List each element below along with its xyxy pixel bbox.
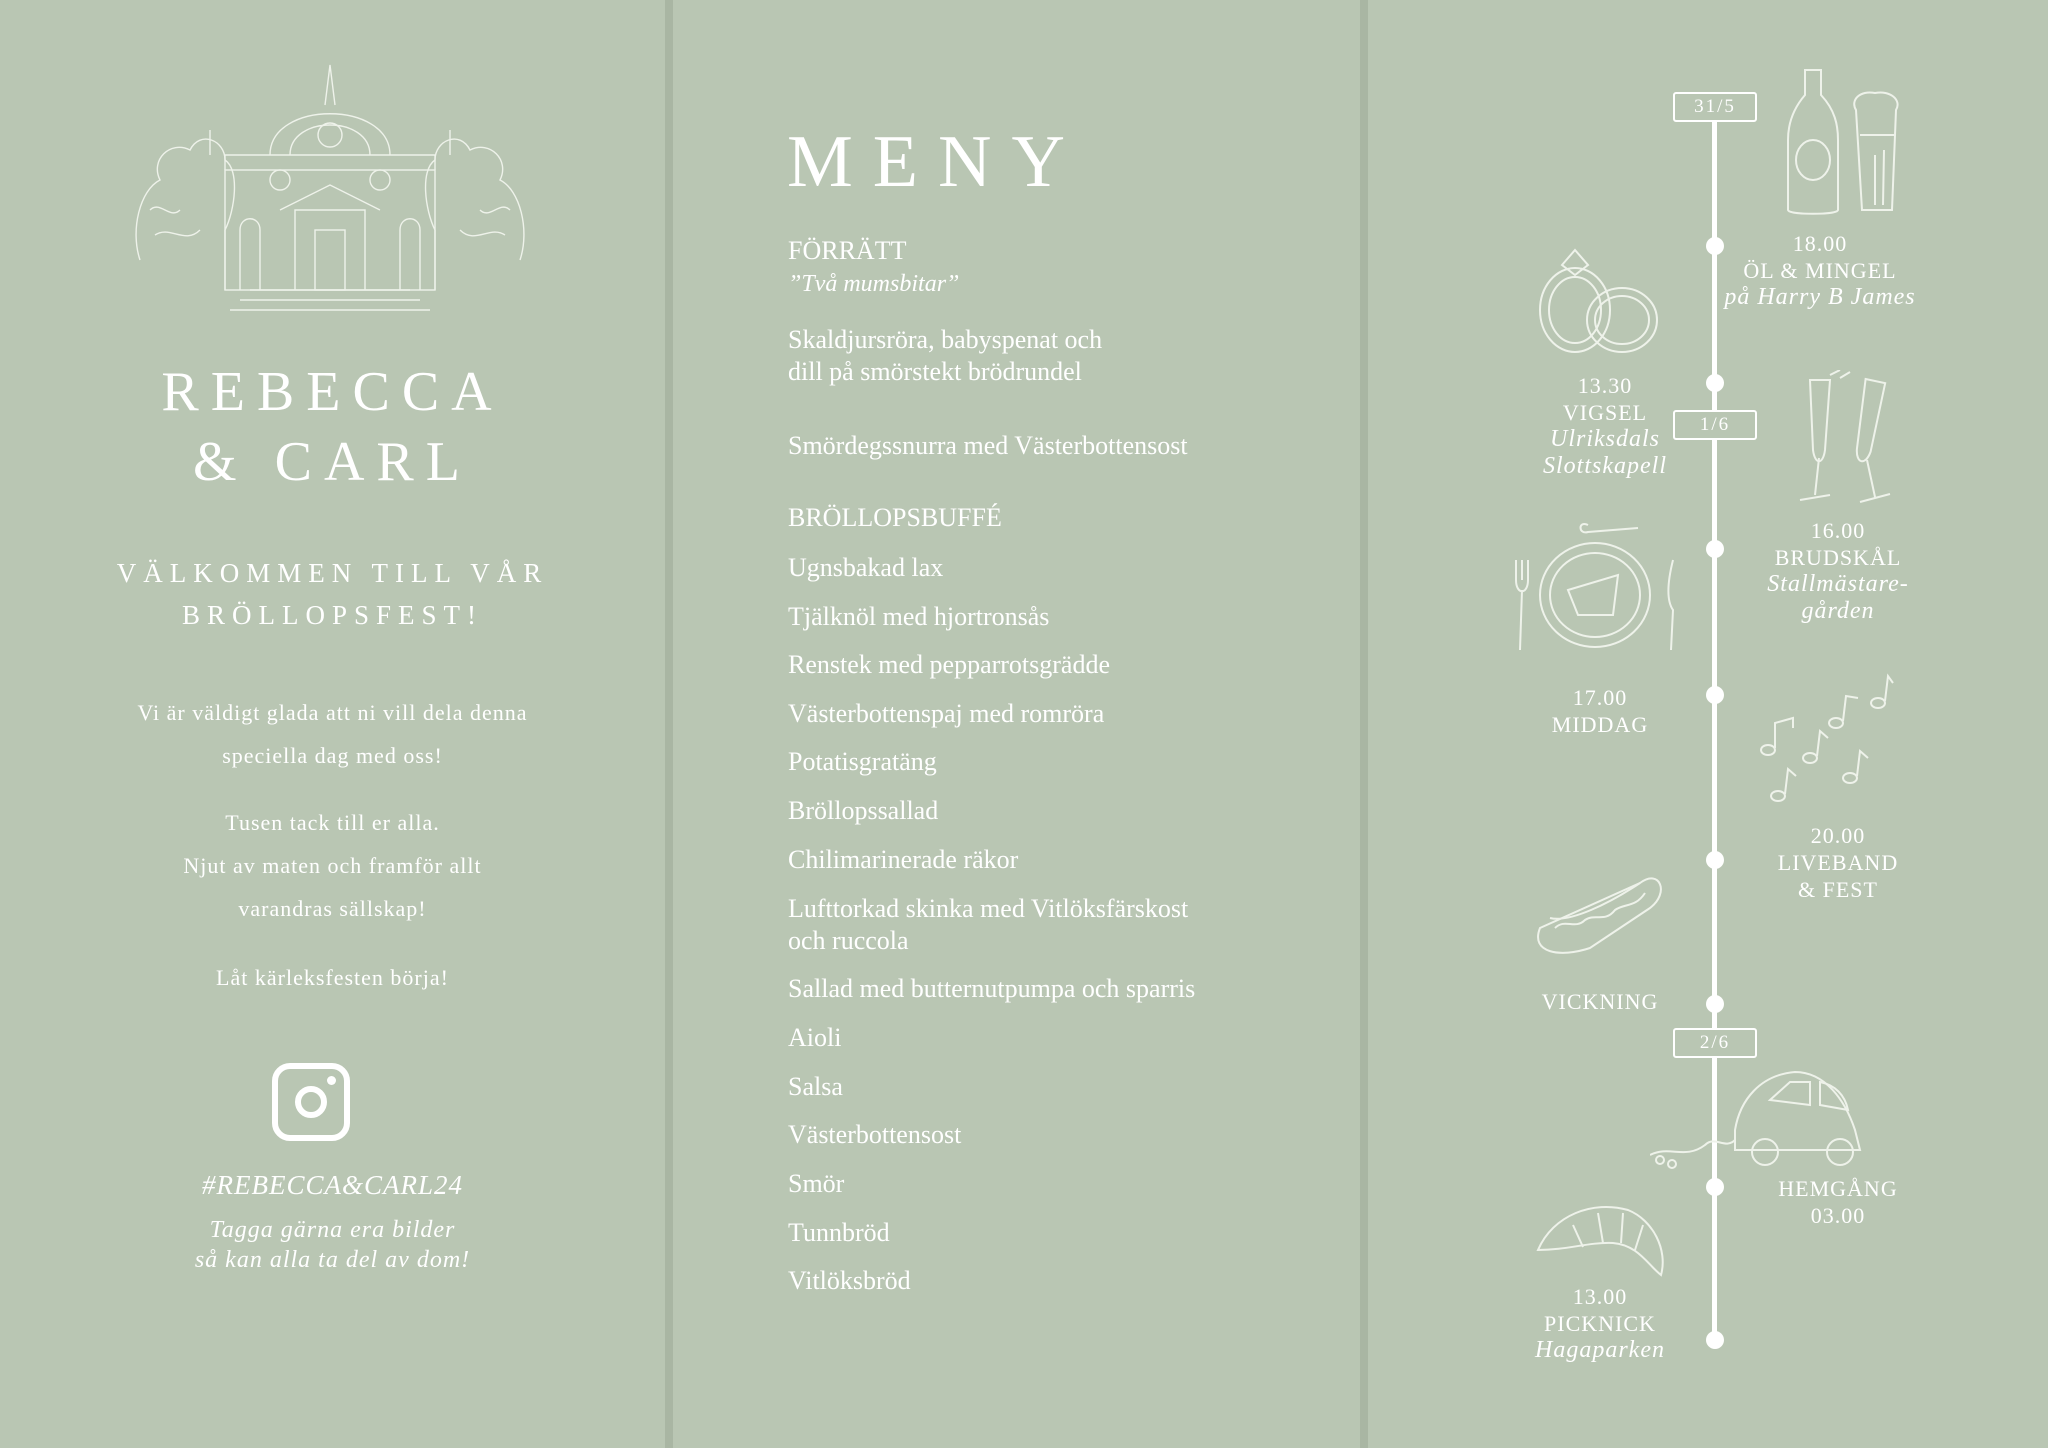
menu-item: Tunnbröd	[788, 1218, 890, 1247]
event-place: Stallmästare-	[1767, 571, 1909, 597]
event-time: 18.00	[1792, 231, 1848, 256]
croissant-icon	[1533, 1195, 1668, 1280]
timeline-dot	[1706, 540, 1724, 558]
menu-item: Chilimarinerade räkor	[788, 845, 1019, 874]
date-label: 31/5	[1673, 92, 1757, 122]
timeline-dot	[1706, 686, 1724, 704]
timeline-event	[1728, 822, 1948, 903]
thanks-text: Njut av maten och framför allt	[183, 853, 482, 878]
event-title: VICKNING	[1541, 989, 1659, 1014]
timeline-dot	[1706, 995, 1724, 1013]
timeline-event	[1500, 372, 1710, 480]
menu-item: Bröllopssallad	[788, 796, 939, 825]
car-icon	[1650, 1060, 1870, 1170]
starter-subtitle: ”Två mumsbitar”	[788, 271, 960, 297]
event-place: Slottskapell	[1543, 453, 1667, 479]
welcome-line2: BRÖLLOPSFEST!	[181, 600, 484, 630]
event-place: Ulriksdals	[1549, 426, 1660, 452]
event-title: PICKNICK	[1544, 1311, 1656, 1336]
event-title: BRUDSKÅL	[1774, 545, 1902, 570]
event-title: LIVEBAND	[1777, 850, 1899, 875]
couple-names-line2: & CARL	[193, 431, 472, 493]
menu-item: och ruccola	[788, 926, 909, 955]
hashtag: #REBECCA&CARL24	[202, 1170, 463, 1200]
menu-item: Skaldjursröra, babyspenat och	[788, 325, 1103, 354]
timeline-dot	[1706, 1331, 1724, 1349]
menu-item: Vitlöksbröd	[788, 1266, 911, 1295]
champagne-icon	[1775, 370, 1915, 510]
event-title: ÖL & MINGEL	[1743, 258, 1897, 283]
event-time: 17.00	[1572, 685, 1628, 710]
event-time: 16.00	[1810, 518, 1866, 543]
buffet-heading: BRÖLLOPSBUFFÉ	[788, 503, 1002, 532]
menu-item: Smör	[788, 1169, 845, 1198]
castle-illustration	[130, 60, 530, 330]
timeline-event	[1728, 1175, 1948, 1229]
menu-item: Salsa	[788, 1072, 843, 1101]
event-title: & FEST	[1798, 877, 1878, 902]
menu-title: MENY	[787, 121, 1085, 203]
timeline-event	[1500, 684, 1700, 738]
party-start-text: Låt kärleksfesten börja!	[216, 965, 449, 990]
menu-item: Aioli	[788, 1023, 842, 1052]
beer-icon	[1780, 65, 1910, 220]
event-time: 03.00	[1810, 1203, 1866, 1228]
event-time: 13.00	[1572, 1284, 1628, 1309]
timeline-event	[1500, 988, 1700, 1015]
menu-item: Ugnsbakad lax	[788, 553, 944, 582]
welcome-line1: VÄLKOMMEN TILL VÅR	[116, 558, 549, 588]
timeline-dot	[1706, 1178, 1724, 1196]
intro-text: speciella dag med oss!	[222, 743, 443, 768]
menu-item: Potatisgratäng	[788, 747, 937, 776]
music-notes-icon	[1758, 668, 1898, 808]
date-label: 1/6	[1673, 410, 1757, 440]
couple-names-line1: REBECCA	[161, 361, 504, 423]
starter-heading: FÖRRÄTT	[788, 236, 907, 265]
event-place: gården	[1801, 598, 1875, 624]
thanks-text: Tusen tack till er alla.	[225, 810, 440, 835]
event-title: VIGSEL	[1562, 400, 1648, 425]
event-time: 13.30	[1577, 373, 1633, 398]
timeline-event	[1700, 230, 1940, 311]
menu-item: Västerbottenspaj med romröra	[788, 699, 1105, 728]
event-place: Hagaparken	[1535, 1337, 1665, 1363]
event-time: 20.00	[1810, 823, 1866, 848]
date-label: 2/6	[1673, 1028, 1757, 1058]
rings-icon	[1530, 235, 1665, 360]
menu-item: Lufttorkad skinka med Vitlöksfärskost	[788, 894, 1189, 923]
menu-item: Tjälknöl med hjortronsås	[788, 602, 1050, 631]
timeline-dot	[1706, 851, 1724, 869]
event-title: HEMGÅNG	[1778, 1176, 1898, 1201]
menu-item: Västerbottensost	[788, 1120, 962, 1149]
event-title: MIDDAG	[1551, 712, 1649, 737]
timeline-event	[1500, 1283, 1700, 1364]
fold-line	[665, 0, 673, 1448]
thanks-text: varandras sällskap!	[238, 896, 427, 921]
menu-item: Smördegssnurra med Västerbottensost	[788, 431, 1188, 460]
plate-icon	[1508, 520, 1683, 655]
menu-item: Sallad med butternutpumpa och sparris	[788, 974, 1196, 1003]
timeline-event	[1728, 517, 1948, 625]
menu-item: Renstek med pepparrotsgrädde	[788, 650, 1111, 679]
tag-note: Tagga gärna era bilder	[209, 1217, 456, 1243]
event-place: på Harry B James	[1724, 284, 1916, 310]
instagram-icon	[272, 1063, 350, 1141]
intro-text: Vi är väldigt glada att ni vill dela denna	[137, 700, 528, 725]
menu-item: dill på smörstekt brödrundel	[788, 357, 1082, 386]
fold-line	[1360, 0, 1368, 1448]
hotdog-icon	[1530, 858, 1670, 958]
tag-note: så kan alla ta del av dom!	[194, 1247, 471, 1273]
right-panel	[1368, 0, 2048, 1448]
